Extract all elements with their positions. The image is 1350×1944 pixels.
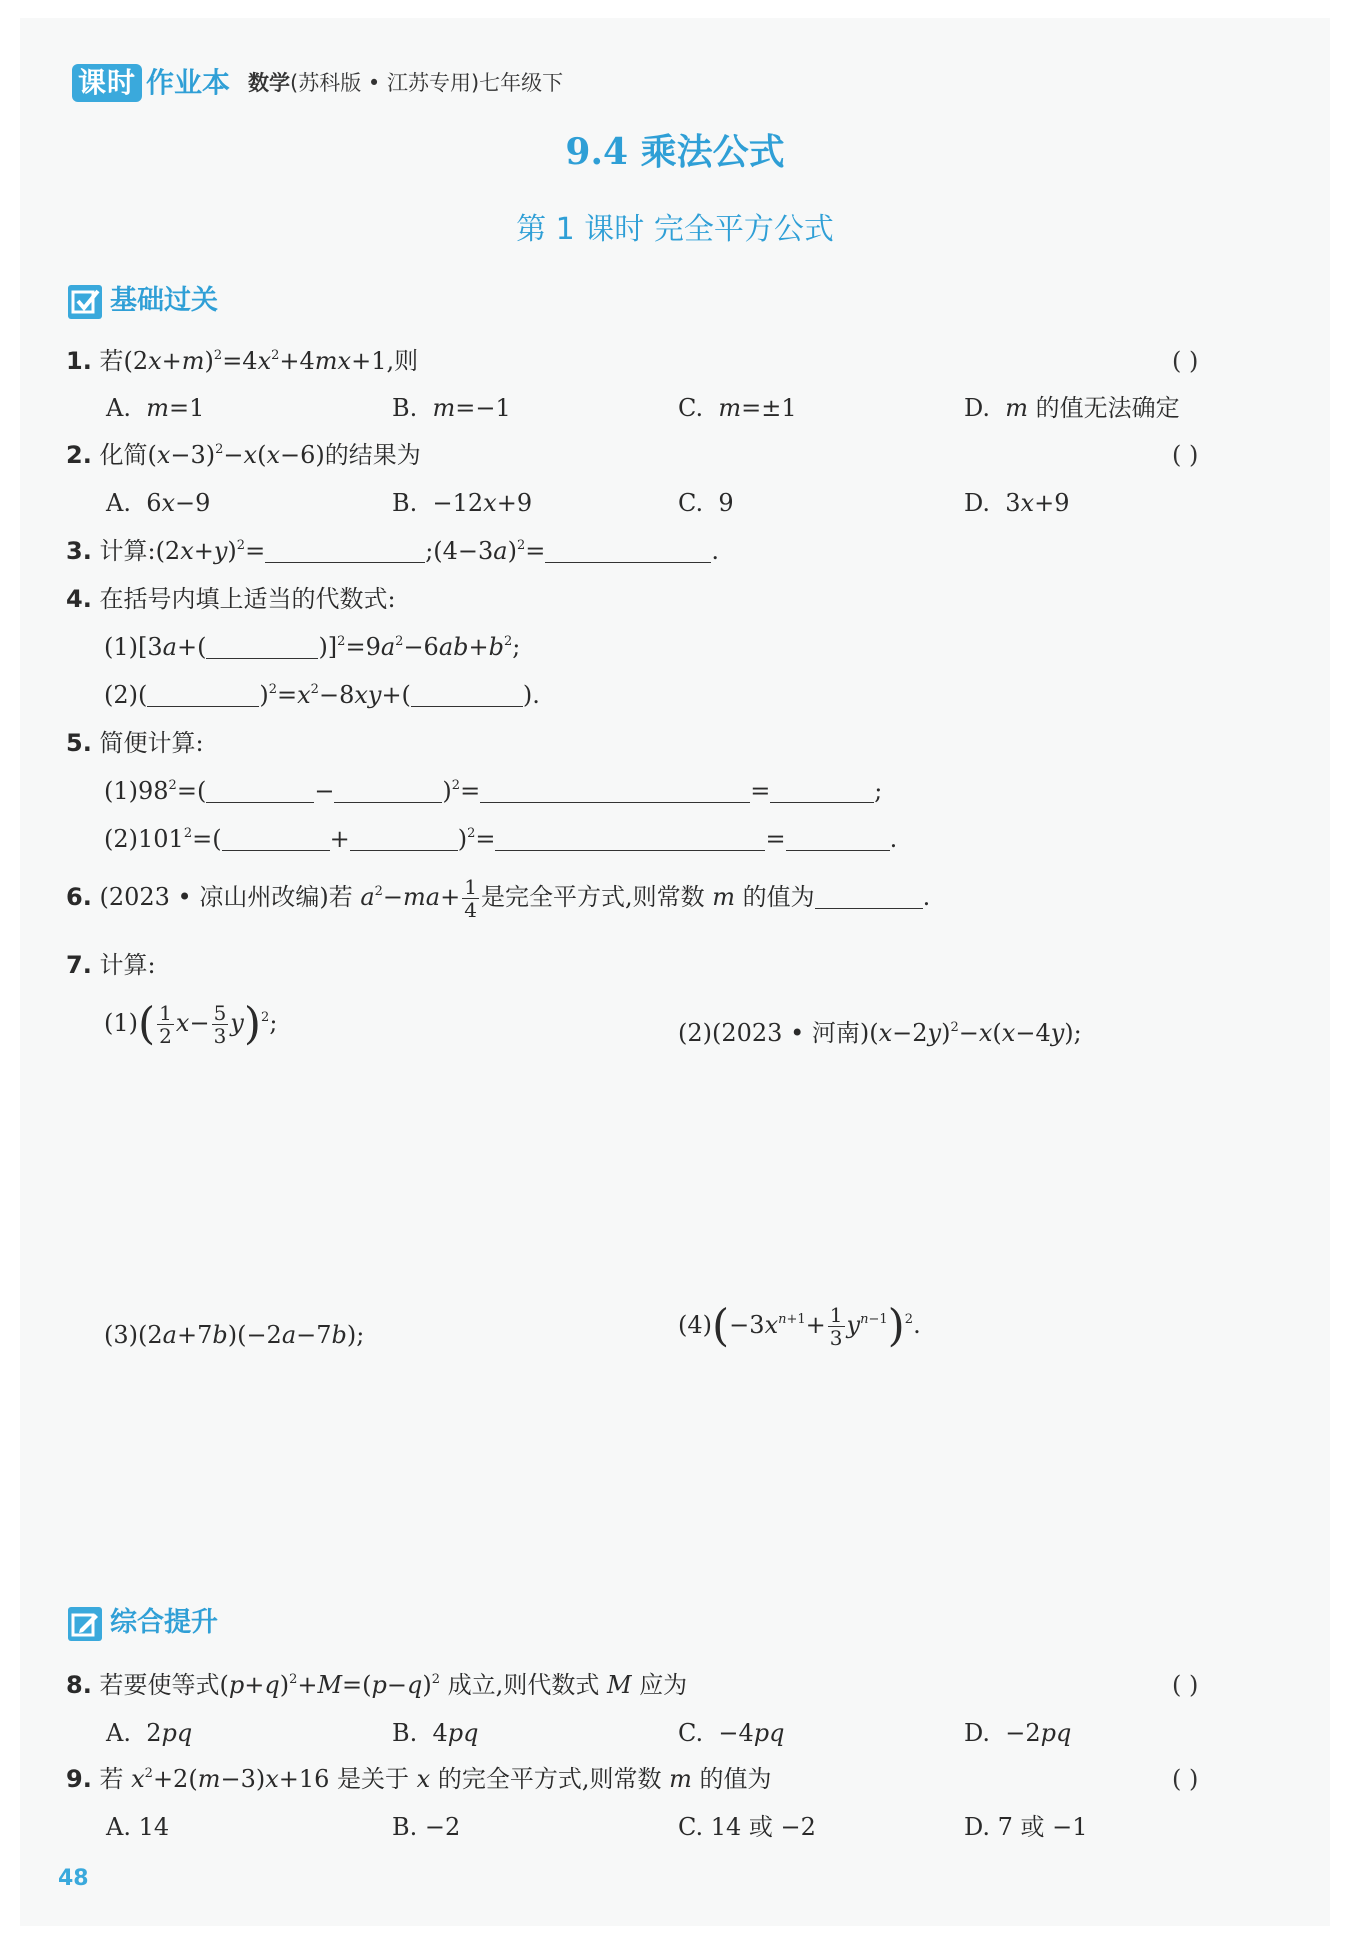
question-7-part-4: $(4)(-3x^{n+1}+$ $\frac{1}{3}$ $y^{n-1})^2$. xyxy=(678,1300,921,1352)
blank-6[interactable] xyxy=(815,884,923,909)
blank-5-1d[interactable] xyxy=(770,778,874,803)
question-4: 4. 在括号内填上适当的代数式: xyxy=(66,585,396,613)
question-2: 2. 化简$(x-3)^2-x(x-6)$的结果为 xyxy=(66,441,421,469)
q2-option-a[interactable]: A. 6x−9 xyxy=(106,489,211,517)
question-7-part-3: (3)(2a+7b)(−2a−7b); xyxy=(104,1321,365,1349)
blank-5-1a[interactable] xyxy=(206,778,314,803)
q1-option-b[interactable]: B. m=−1 xyxy=(392,394,511,422)
blank-5-1c[interactable] xyxy=(480,778,750,803)
section-basic xyxy=(68,282,218,320)
header-brand xyxy=(72,64,563,102)
q9-option-c[interactable]: C. 14 或 −2 xyxy=(678,1813,816,1841)
brand-name: 作业本 xyxy=(146,66,231,99)
question-7-part-1: (1)( $\frac{1}{2}$ x− $\frac{5}{3}$ y)$^2$; xyxy=(104,998,278,1050)
q8-option-d[interactable]: D. −2pq xyxy=(964,1719,1072,1747)
q9-option-a[interactable]: A. 14 xyxy=(106,1813,170,1841)
q1-option-d[interactable]: D. m 的值无法确定 xyxy=(964,394,1180,422)
brand-subtitle: 数学(苏科版 • 江苏专用)七年级下 xyxy=(248,71,564,95)
blank-5-2b[interactable] xyxy=(350,826,458,851)
question-6: 6. (2023 • 凉山州改编)若 $a^2-ma+$ $\frac{1}{4}$ 是完全平方式,则常数 m 的值为 . xyxy=(66,875,931,922)
blank-5-2c[interactable] xyxy=(495,826,765,851)
blank-4-2a[interactable] xyxy=(147,682,259,707)
blank-5-1b[interactable] xyxy=(334,778,442,803)
question-9: 9. 若 $x^2+2(m-3)x+16$ 是关于 x 的完全平方式,则常数 m 的值为 xyxy=(66,1765,772,1793)
question-4-part-1: (1)[3a+( )]$^2=9a^2-6ab+b^2$; xyxy=(104,633,521,661)
q2-option-d[interactable]: D. 3x+9 xyxy=(964,489,1070,517)
blank-5-2d[interactable] xyxy=(786,826,890,851)
check-icon xyxy=(68,285,102,319)
pencil-icon xyxy=(68,1607,102,1641)
blank-4-1[interactable] xyxy=(206,634,318,659)
lesson-title: 9.4 乘法公式 xyxy=(565,131,785,173)
blank-3a[interactable] xyxy=(265,538,425,563)
section-advanced-label: 综合提升 xyxy=(110,1607,218,1638)
question-8: 8. 若要使等式$(p+q)^2+M=(p-q)^2$ 成立,则代数式 M 应为 xyxy=(66,1671,688,1699)
page-number: 48 xyxy=(58,1866,89,1891)
q9-option-b[interactable]: B. −2 xyxy=(392,1813,461,1841)
q1-option-a[interactable]: A. m=1 xyxy=(106,394,205,422)
blank-4-2b[interactable] xyxy=(411,682,523,707)
section-advanced xyxy=(68,1604,218,1642)
q9-option-d[interactable]: D. 7 或 −1 xyxy=(964,1813,1088,1841)
brand-logo: 课时 xyxy=(72,64,142,102)
q8-option-b[interactable]: B. 4pq xyxy=(392,1719,479,1747)
question-4-part-2: (2)( )$^2=x^2-8xy+$( ). xyxy=(104,681,540,709)
question-5: 5. 简便计算: xyxy=(66,729,204,757)
answer-paren-9[interactable]: ( ) xyxy=(1172,1765,1199,1793)
question-1: 1. 若$(2x+m)^2=4x^2+4mx+1$,则 xyxy=(66,347,419,375)
section-basic-label: 基础过关 xyxy=(110,285,218,316)
q2-option-b[interactable]: B. −12x+9 xyxy=(392,489,533,517)
question-7: 7. 计算: xyxy=(66,951,156,979)
answer-paren-1[interactable]: ( ) xyxy=(1172,347,1199,375)
lesson-subtitle: 第 1 课时 完全平方公式 xyxy=(516,212,834,247)
q2-option-c[interactable]: C. 9 xyxy=(678,489,734,517)
question-3: 3. 计算$:(2x+y)^2=$ $;(4-3a)^2=$ . xyxy=(66,537,720,565)
question-7-part-2: (2)(2023 • 河南)$(x-2y)^2-x(x-4y)$; xyxy=(678,1019,1082,1047)
q8-option-a[interactable]: A. 2pq xyxy=(106,1719,193,1747)
answer-paren-2[interactable]: ( ) xyxy=(1172,441,1199,469)
blank-3b[interactable] xyxy=(545,538,711,563)
blank-5-2a[interactable] xyxy=(222,826,330,851)
q1-option-c[interactable]: C. m=±1 xyxy=(678,394,797,422)
answer-paren-8[interactable]: ( ) xyxy=(1172,1671,1199,1699)
question-5-part-2: $(2)101^2=( + )^2=$ = . xyxy=(104,825,898,853)
question-5-part-1: $(1)98^2=( - )^2=$ = ; xyxy=(104,777,883,805)
q8-option-c[interactable]: C. −4pq xyxy=(678,1719,785,1747)
